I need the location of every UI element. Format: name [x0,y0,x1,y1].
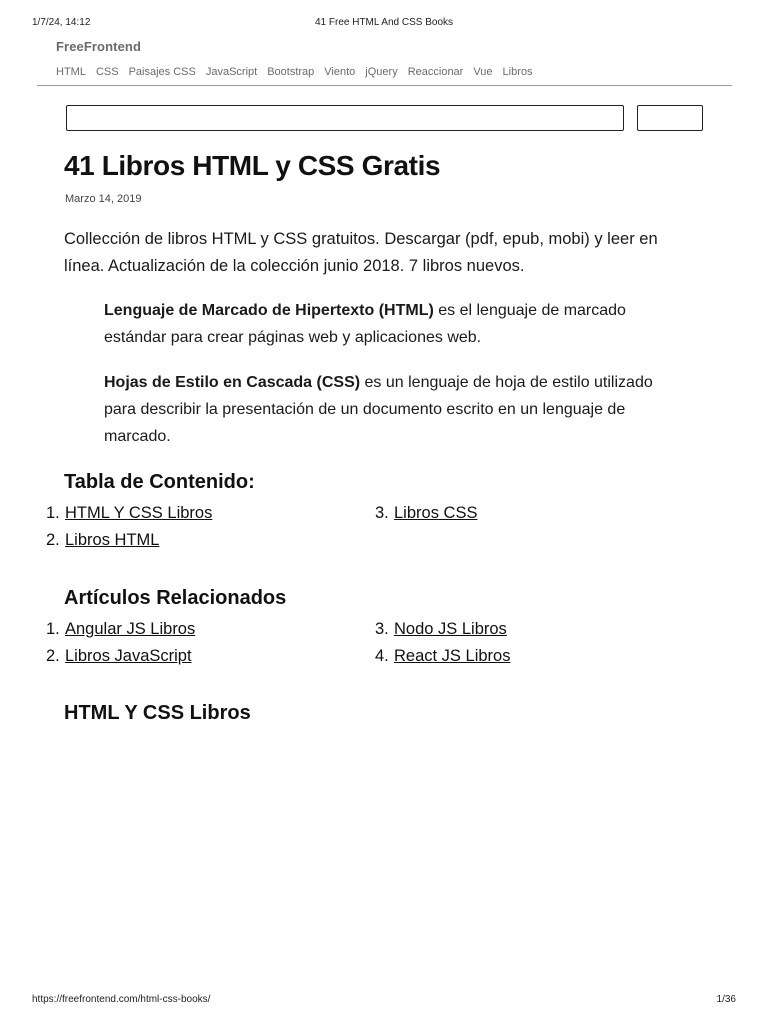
toc-list-right [375,500,478,527]
search-input[interactable] [66,105,624,131]
nav-item-css[interactable]: CSS [95,66,119,78]
nav-item-paisajes-css[interactable]: Paisajes CSS [128,66,196,78]
list-item [375,643,511,670]
toc-list-left [46,500,213,554]
list-number: 4. [375,647,389,665]
list-item [46,643,195,670]
nav-item-javascript[interactable]: JavaScript [205,66,258,78]
related-link-javascript[interactable]: Libros JavaScript [65,647,192,665]
page-title: 41 Libros HTML y CSS Gratis [64,150,441,181]
post-date: Marzo 14, 2019 [65,193,142,205]
list-item [46,527,212,554]
list-item [46,616,196,643]
toc-link-libros-css[interactable]: Libros CSS [394,504,478,522]
toc-link-libros-html[interactable]: Libros HTML [65,531,160,549]
related-link-angular-js[interactable]: Angular JS Libros [65,620,196,638]
list-item [46,500,213,527]
search-button[interactable] [637,105,703,131]
print-url: https://freefrontend.com/html-css-books/ [32,994,211,1005]
print-footer [32,994,736,1008]
site-logo[interactable]: FreeFrontend [56,39,141,54]
list-number: 3. [375,620,389,638]
html-definition-term: Lenguaje de Marcado de Hipertexto (HTML) [104,302,434,319]
list-item [375,616,510,643]
css-definition-term: Hojas de Estilo en Cascada (CSS) [104,374,361,391]
related-link-nodo-js[interactable]: Nodo JS Libros [394,620,507,638]
print-header [32,17,736,31]
toc-link-html-css-libros[interactable]: HTML Y CSS Libros [65,504,213,522]
print-page-number: 1/36 [716,994,736,1005]
nav-item-html[interactable]: HTML [56,66,86,78]
nav-item-libros[interactable]: Libros [502,66,533,78]
related-list-right [375,616,511,670]
nav-divider [37,85,732,86]
css-definition-quote [104,369,664,450]
html-definition-quote [104,297,664,351]
list-number: 2. [46,531,60,549]
related-heading: Artículos Relacionados [64,587,287,609]
list-number: 1. [46,620,60,638]
related-list-left [46,616,196,670]
intro-paragraph: Collección de libros HTML y CSS gratuitos. Descargar (pdf, epub, mobi) y leer en línea. Actualización de la colección junio 2018. 7 libros nuevos. [64,230,658,275]
list-number: 1. [46,504,60,522]
css-definition-text: es un lenguaje de hoja de estilo utilizado para describir la presentación de un documento escrito en un lenguaje de marcado. [104,374,653,445]
html-definition-text: es el lenguaje de marcado estándar para crear páginas web y aplicaciones web. [104,302,626,346]
print-datetime: 1/7/24, 14:12 [32,17,91,28]
print-doc-title: 41 Free HTML And CSS Books [314,17,454,28]
list-item [375,500,478,527]
related-link-react-js[interactable]: React JS Libros [394,647,511,665]
nav-item-reaccionar[interactable]: Reaccionar [407,66,464,78]
nav-item-bootstrap[interactable]: Bootstrap [267,66,315,78]
top-nav [56,66,542,78]
list-number: 2. [46,647,60,665]
list-number: 3. [375,504,389,522]
nav-item-jquery[interactable]: jQuery [365,66,398,78]
books-section-heading: HTML Y CSS Libros [64,702,251,724]
nav-item-viento[interactable]: Viento [324,66,356,78]
toc-heading: Tabla de Contenido: [64,471,255,493]
nav-item-vue[interactable]: Vue [473,66,493,78]
